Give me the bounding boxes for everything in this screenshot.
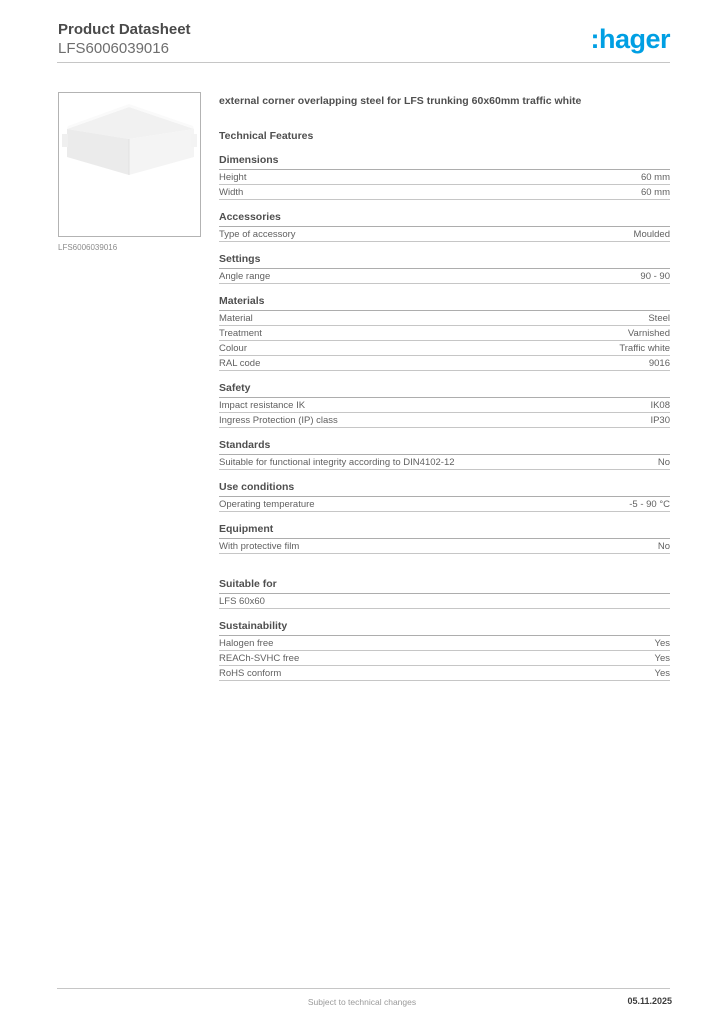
row-label: Impact resistance IK <box>219 399 306 411</box>
row-label: Treatment <box>219 327 262 339</box>
table-row <box>219 356 670 371</box>
row-value: 60 mm <box>640 171 670 183</box>
row-value: Yes <box>654 652 670 664</box>
row-label: Material <box>219 312 253 324</box>
section-title: Safety <box>219 382 670 398</box>
row-value: 90 - 90 <box>640 270 670 282</box>
row-value: IP30 <box>650 414 670 426</box>
section-suitable-for <box>219 578 670 609</box>
table-row <box>219 170 670 185</box>
row-value: IK08 <box>650 399 670 411</box>
row-label: Ingress Protection (IP) class <box>219 414 338 426</box>
row-label: RoHS conform <box>219 667 282 679</box>
table-row <box>219 269 670 284</box>
table-row <box>219 311 670 326</box>
section-title: Equipment <box>219 523 670 539</box>
row-value: Yes <box>654 667 670 679</box>
row-label: With protective film <box>219 540 300 552</box>
section-title: Use conditions <box>219 481 670 497</box>
row-value: Yes <box>654 637 670 649</box>
table-row <box>219 455 670 470</box>
row-value: No <box>657 540 670 552</box>
page-title: Product Datasheet <box>58 21 191 38</box>
section-safety <box>219 382 670 428</box>
product-reference: LFS6006039016 <box>58 40 169 57</box>
section-use-conditions <box>219 481 670 512</box>
technical-features-heading: Technical Features <box>219 130 314 142</box>
table-row <box>219 185 670 200</box>
row-label: Height <box>219 171 247 183</box>
table-row <box>219 594 670 609</box>
table-row <box>219 398 670 413</box>
hager-logo: :hager <box>590 24 670 54</box>
product-title: external corner overlapping steel for LFS trunking 60x60mm traffic white <box>219 95 582 107</box>
product-image-caption: LFS6006039016 <box>58 243 118 252</box>
header-titles <box>58 20 191 58</box>
row-value: No <box>657 456 670 468</box>
section-title: Dimensions <box>219 154 670 170</box>
footer-note: Subject to technical changes <box>307 997 417 1007</box>
row-label: RAL code <box>219 357 261 369</box>
section-title: Suitable for <box>219 578 670 594</box>
section-title: Sustainability <box>219 620 670 636</box>
page-header <box>58 20 670 58</box>
row-label: REACh-SVHC free <box>219 652 300 664</box>
row-label: Angle range <box>219 270 271 282</box>
table-row <box>219 666 670 681</box>
section-title: Standards <box>219 439 670 455</box>
row-label: Type of accessory <box>219 228 296 240</box>
row-value: 9016 <box>648 357 670 369</box>
footer-divider <box>57 988 670 989</box>
section-accessories <box>219 211 670 242</box>
section-settings <box>219 253 670 284</box>
table-row <box>219 413 670 428</box>
row-label: Suitable for functional integrity according to DIN4102-12 <box>219 456 455 468</box>
row-label: Width <box>219 186 244 198</box>
row-label: Operating temperature <box>219 498 315 510</box>
feature-sections <box>219 154 670 681</box>
row-value: Steel <box>648 312 670 324</box>
table-row <box>219 636 670 651</box>
product-image <box>58 92 201 237</box>
table-row <box>219 651 670 666</box>
table-row <box>219 227 670 242</box>
section-dimensions <box>219 154 670 200</box>
row-label: LFS 60x60 <box>219 595 265 607</box>
header-divider <box>57 62 670 63</box>
section-title: Accessories <box>219 211 670 227</box>
table-row <box>219 341 670 356</box>
section-title: Settings <box>219 253 670 269</box>
row-value: -5 - 90 °C <box>629 498 670 510</box>
row-value: 60 mm <box>640 186 670 198</box>
row-value: Varnished <box>627 327 670 339</box>
table-row <box>219 539 670 554</box>
main-content <box>58 92 670 681</box>
table-row <box>219 326 670 341</box>
image-column <box>58 92 219 681</box>
row-value: Traffic white <box>619 342 670 354</box>
section-title: Materials <box>219 295 670 311</box>
row-label: Halogen free <box>219 637 274 649</box>
section-equipment <box>219 523 670 554</box>
section-sustainability <box>219 620 670 681</box>
section-materials <box>219 295 670 371</box>
row-label: Colour <box>219 342 247 354</box>
table-row <box>219 497 670 512</box>
external-corner-illustration <box>59 93 200 236</box>
row-value: Moulded <box>633 228 670 240</box>
footer-date: 05.11.2025 <box>627 996 672 1006</box>
details-column <box>219 92 670 681</box>
section-standards <box>219 439 670 470</box>
